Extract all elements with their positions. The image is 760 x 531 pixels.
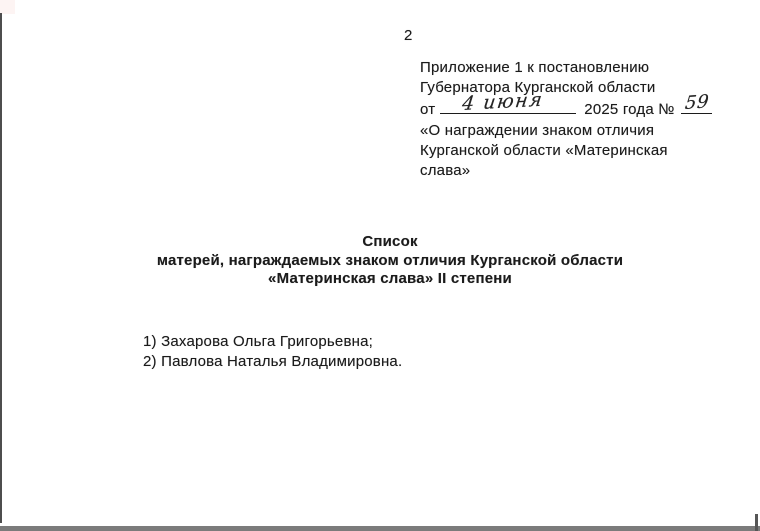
scan-left-edge-line — [0, 13, 2, 523]
document-title — [20, 233, 760, 289]
scan-bottom-right-edge-line — [755, 514, 758, 531]
date-blank-line — [440, 88, 576, 116]
approval-line-1: Приложение 1 к постановлению — [420, 59, 650, 76]
title-line-3: «Материнская слава» II степени — [268, 270, 512, 288]
date-prefix: от — [420, 101, 436, 119]
title-line-1: Список — [362, 233, 418, 250]
title-line-2: матерей, награждаемых знаком отличия Курганской области — [156, 251, 624, 269]
handwritten-decree-number: 59 — [683, 91, 710, 115]
mothers-list — [143, 332, 402, 372]
handwritten-date: 4 июня — [461, 88, 545, 116]
scan-bottom-edge-line — [0, 526, 760, 531]
approval-line-2: Губернатора Курганской области — [420, 79, 656, 97]
approval-line-5: Курганской области «Материнская — [420, 141, 668, 159]
date-suffix: 2025 года № — [584, 101, 675, 119]
scan-corner-tint — [0, 0, 15, 14]
list-item: 2) Павлова Наталья Владимировна. — [143, 353, 403, 371]
list-item: 1) Захарова Ольга Григорьевна; — [143, 333, 374, 350]
approval-line-4: «О награждении знаком отличия — [420, 121, 655, 139]
approval-line-6: слава» — [420, 162, 471, 180]
number-blank-line — [681, 91, 712, 115]
page-number: 2 — [404, 27, 413, 44]
approval-block — [420, 58, 712, 181]
